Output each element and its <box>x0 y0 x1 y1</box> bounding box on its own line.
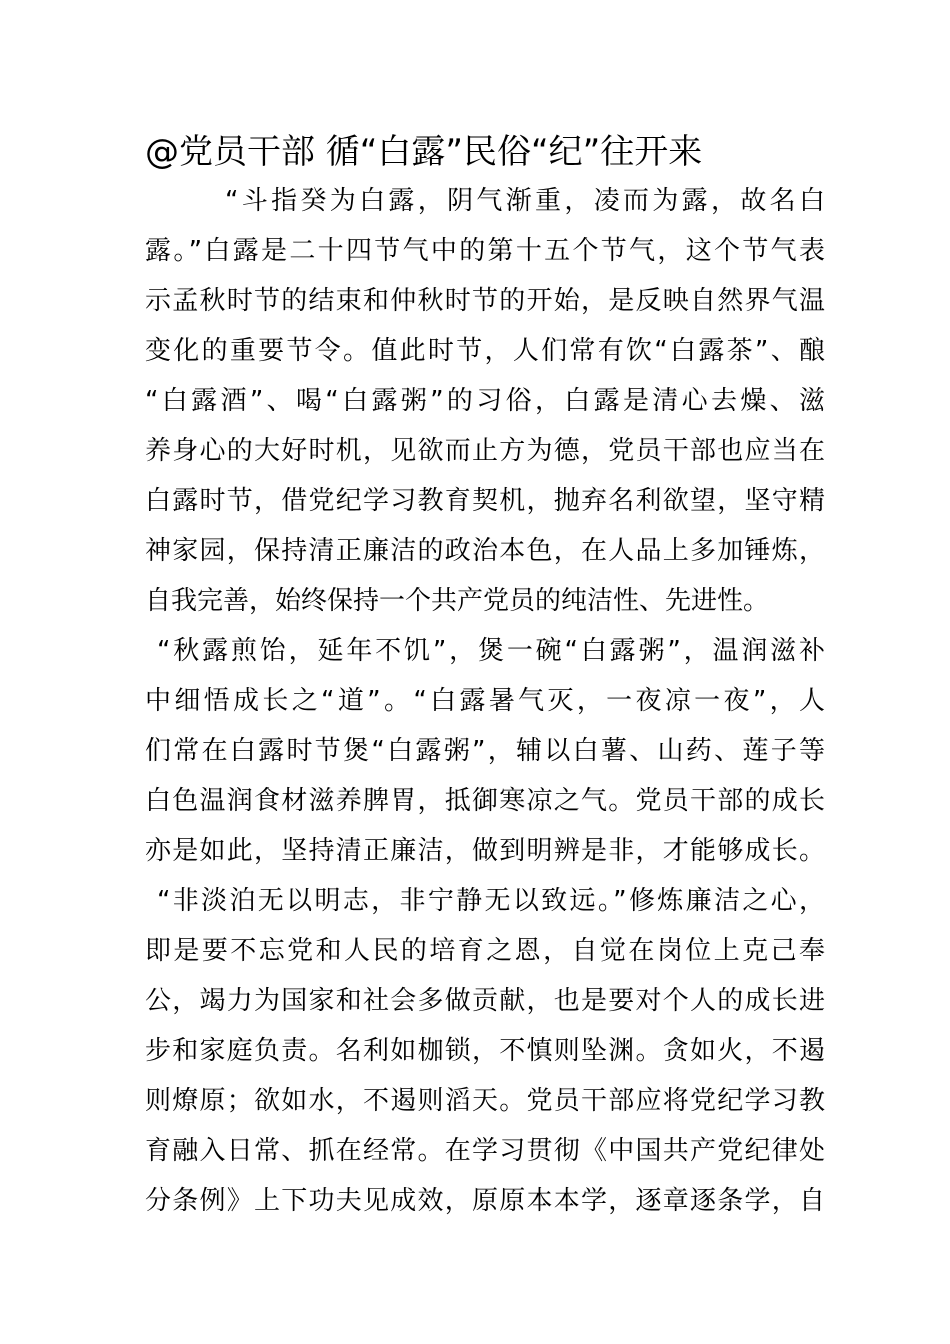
body-line: “非淡泊无以明志，非宁静无以致远。”修炼廉洁之心， <box>157 886 825 916</box>
body-line: 们常在白露时节煲“白露粥”，辅以白薯、山药、莲子等 <box>145 736 825 766</box>
body-line: 公，竭力为国家和社会多做贡献，也是要对个人的成长进 <box>145 986 825 1016</box>
body-line: 变化的重要节令。值此时节，人们常有饮“白露茶”、酿 <box>145 336 825 366</box>
body-line: 露。”白露是二十四节气中的第十五个节气，这个节气表 <box>145 236 825 266</box>
body-line: 步和家庭负责。名利如枷锁，不慎则坠渊。贪如火，不遏 <box>145 1036 825 1066</box>
body-line: 即是要不忘党和人民的培育之恩，自觉在岗位上克己奉 <box>145 936 825 966</box>
body-line: 则燎原；欲如水，不遏则滔天。党员干部应将党纪学习教 <box>145 1086 825 1116</box>
body-line: 神家园，保持清正廉洁的政治本色，在人品上多加锤炼， <box>145 536 825 566</box>
body-line: 养身心的大好时机，见欲而止方为德，党员干部也应当在 <box>145 436 825 466</box>
body-line: 育融入日常、抓在经常。在学习贯彻《中国共产党纪律处 <box>145 1136 825 1166</box>
body-line: 中细悟成长之“道”。“白露暑气灭，一夜凉一夜”，人 <box>145 686 825 716</box>
body-line: “秋露煎饴，延年不饥”，煲一碗“白露粥”，温润滋补 <box>157 636 825 666</box>
body-line: 亦是如此，坚持清正廉洁，做到明辨是非，才能够成长。 <box>145 836 825 866</box>
body-line: “斗指癸为白露，阴气渐重，凌而为露，故名白 <box>225 186 825 216</box>
document-body <box>145 176 825 1226</box>
body-line: 白色温润食材滋养脾胃，抵御寒凉之气。党员干部的成长 <box>145 786 825 816</box>
document-title: @党员干部 循“白露”民俗“纪”往开来 <box>145 132 703 172</box>
body-line: 自我完善，始终保持一个共产党员的纯洁性、先进性。 <box>145 586 770 616</box>
body-line: “白露酒”、喝“白露粥”的习俗，白露是清心去燥、滋 <box>145 386 825 416</box>
body-line: 白露时节，借党纪学习教育契机，抛弃名利欲望，坚守精 <box>145 486 825 516</box>
body-line: 分条例》上下功夫见成效，原原本本学，逐章逐条学，自 <box>145 1186 825 1216</box>
body-line: 示孟秋时节的结束和仲秋时节的开始，是反映自然界气温 <box>145 286 825 316</box>
